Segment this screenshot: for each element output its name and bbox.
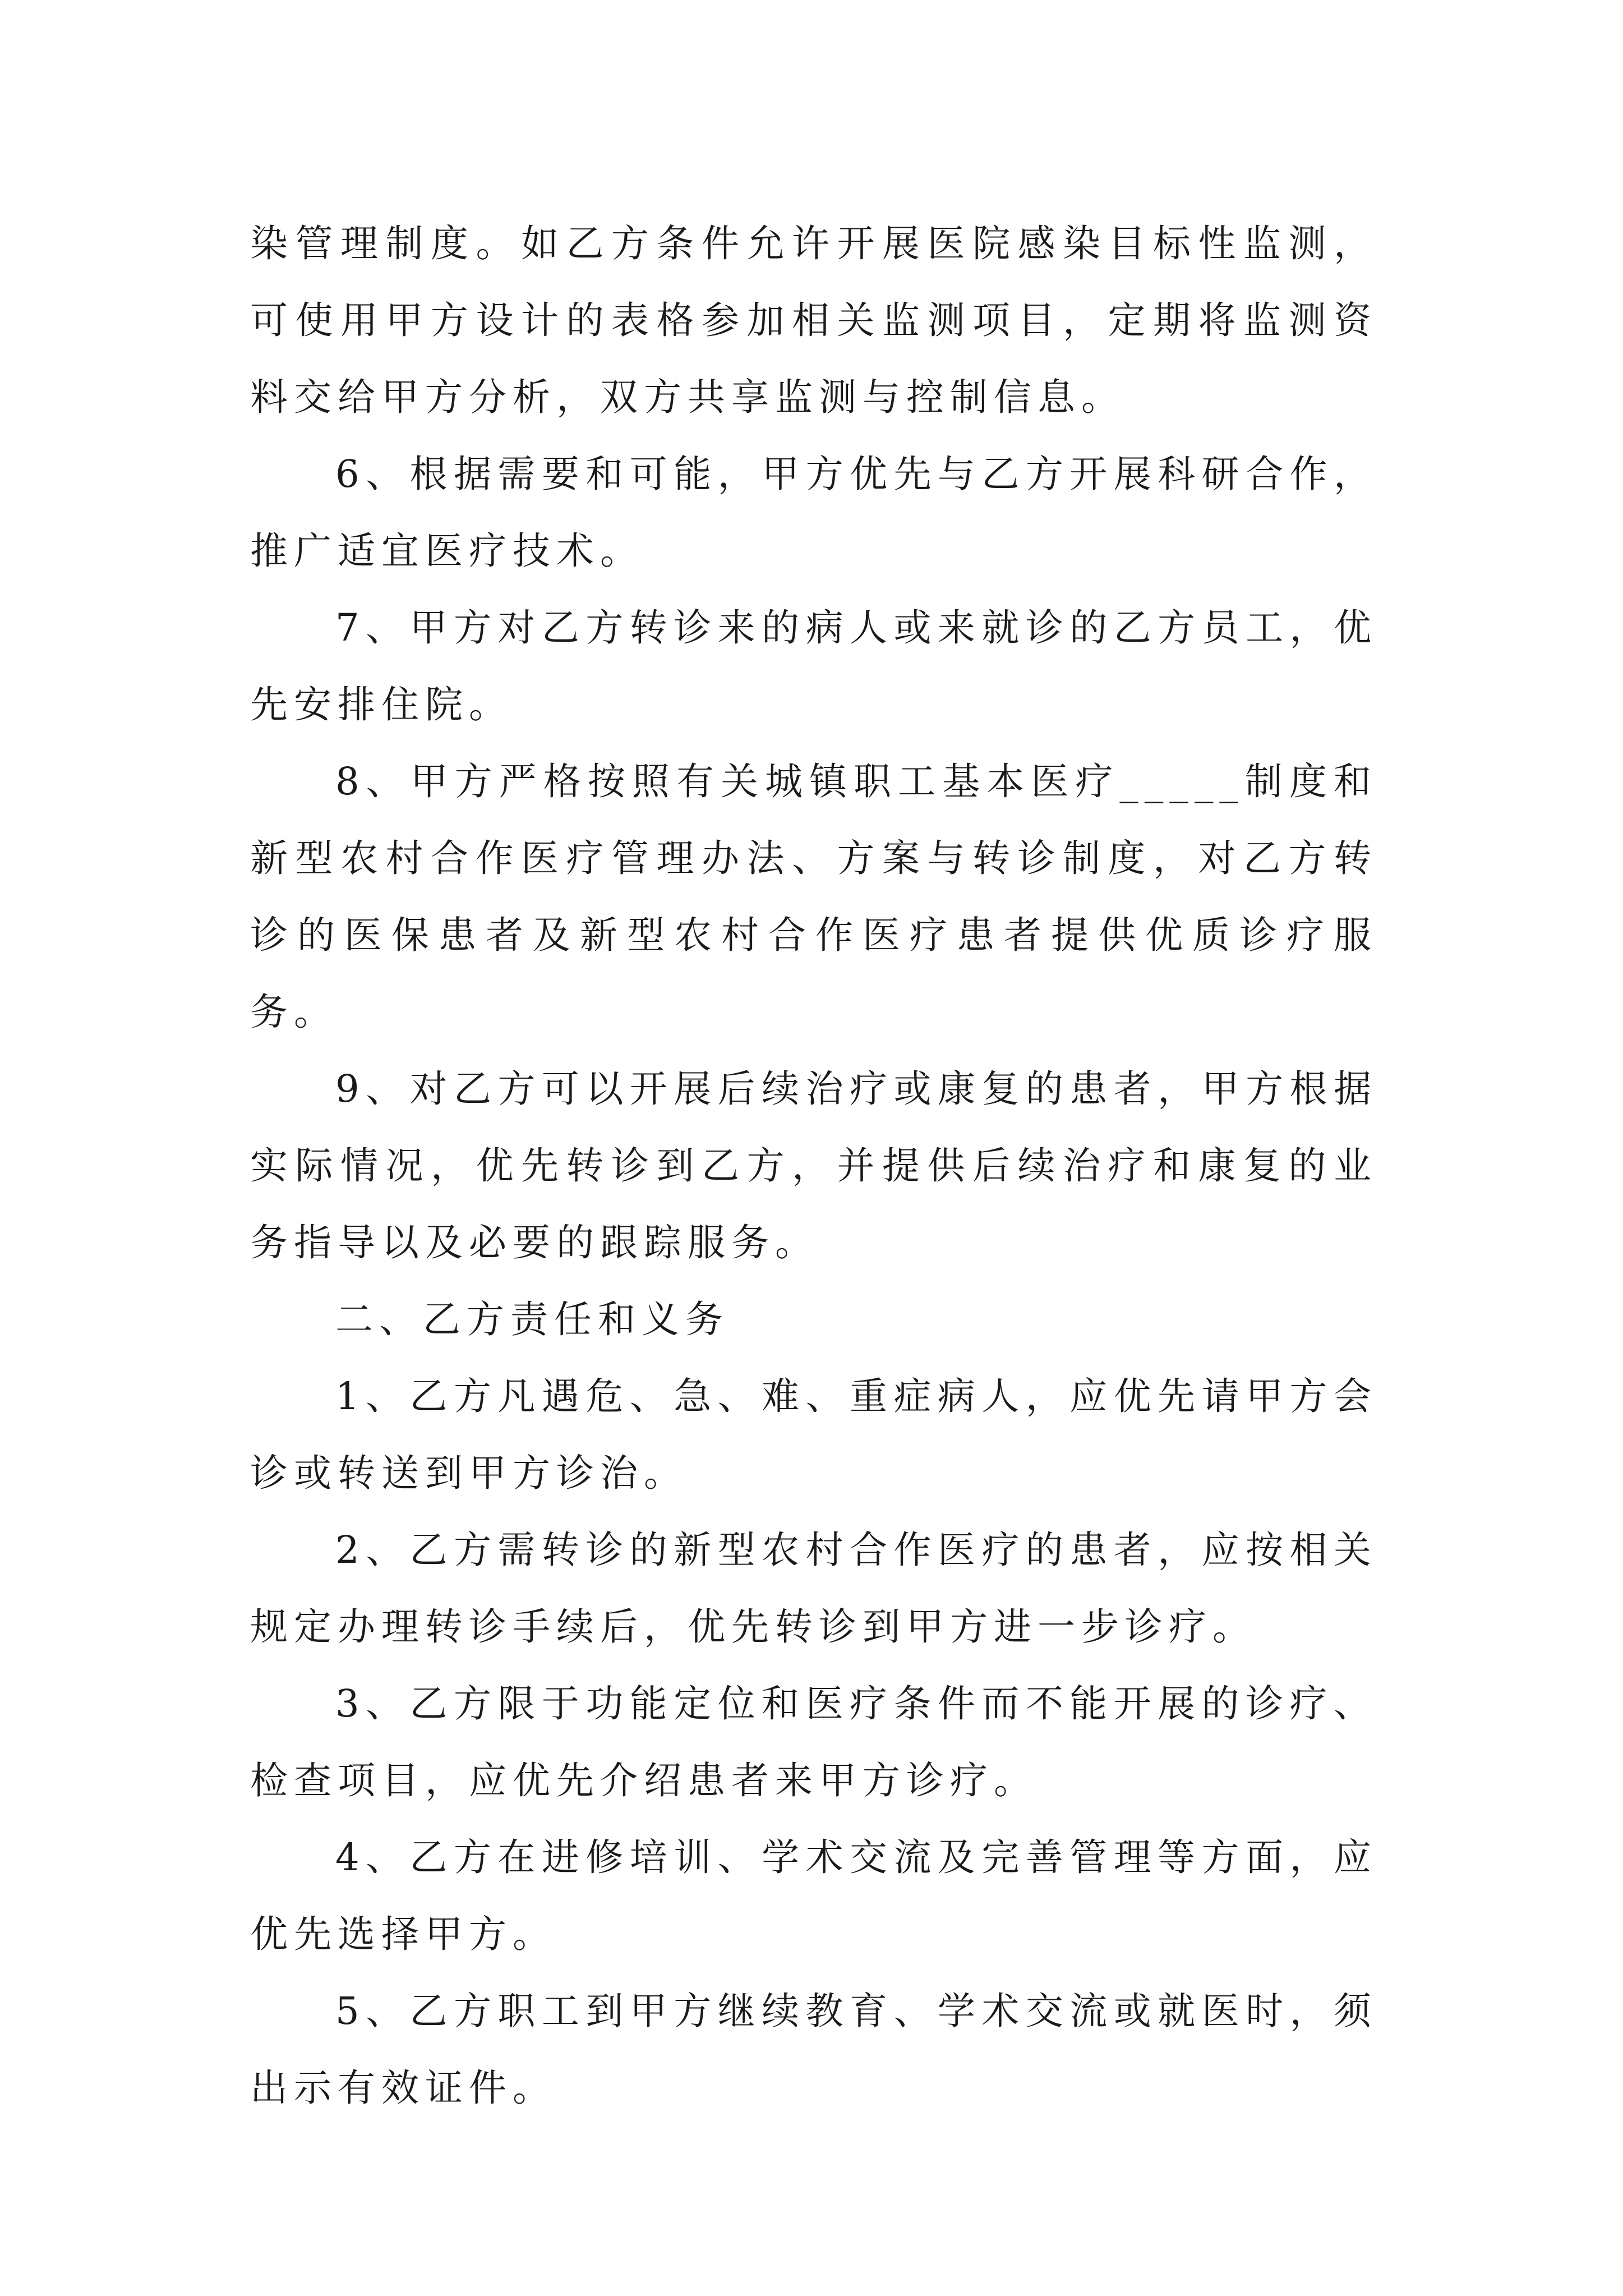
paragraph-item-9: 9、对乙方可以开展后续治疗或康复的患者，甲方根据实际情况，优先转诊到乙方，并提供后续治疗和康复的业务指导以及必要的跟踪服务。 xyxy=(250,1067,1377,1264)
paragraph-b-item-3: 3、乙方限于功能定位和医疗条件而不能开展的诊疗、检查项目，应优先介绍患者来甲方诊疗。 xyxy=(250,1682,1377,1802)
paragraph-item-8: 8、甲方严格按照有关城镇职工基本医疗_____制度和新型农村合作医疗管理办法、方案与转诊制度，对乙方转诊的医保患者及新型农村合作医疗患者提供优质诊疗服务。 xyxy=(250,760,1377,1034)
paragraph-item-6: 6、根据需要和可能，甲方优先与乙方开展科研合作，推广适宜医疗技术。 xyxy=(250,452,1377,573)
paragraph-infection-control-cont: 染管理制度。如乙方条件允许开展医院感染目标性监测，可使用甲方设计的表格参加相关监测项目，定期将监测资料交给甲方分析，双方共享监测与控制信息。 xyxy=(250,222,1377,419)
paragraph-b-item-5: 5、乙方职工到甲方继续教育、学术交流或就医时，须出示有效证件。 xyxy=(250,1989,1377,2110)
paragraph-b-item-1: 1、乙方凡遇危、急、难、重症病人，应优先请甲方会诊或转送到甲方诊治。 xyxy=(250,1374,1377,1495)
paragraph-b-item-4: 4、乙方在进修培训、学术交流及完善管理等方面，应优先选择甲方。 xyxy=(250,1835,1377,1956)
document-body xyxy=(250,205,1377,2127)
section-heading-party-b: 二、乙方责任和义务 xyxy=(335,1297,729,1341)
paragraph-item-7: 7、甲方对乙方转诊来的病人或来就诊的乙方员工，优先安排住院。 xyxy=(250,606,1377,726)
paragraph-b-item-2: 2、乙方需转诊的新型农村合作医疗的患者，应按相关规定办理转诊手续后，优先转诊到甲方进一步诊疗。 xyxy=(250,1528,1377,1649)
